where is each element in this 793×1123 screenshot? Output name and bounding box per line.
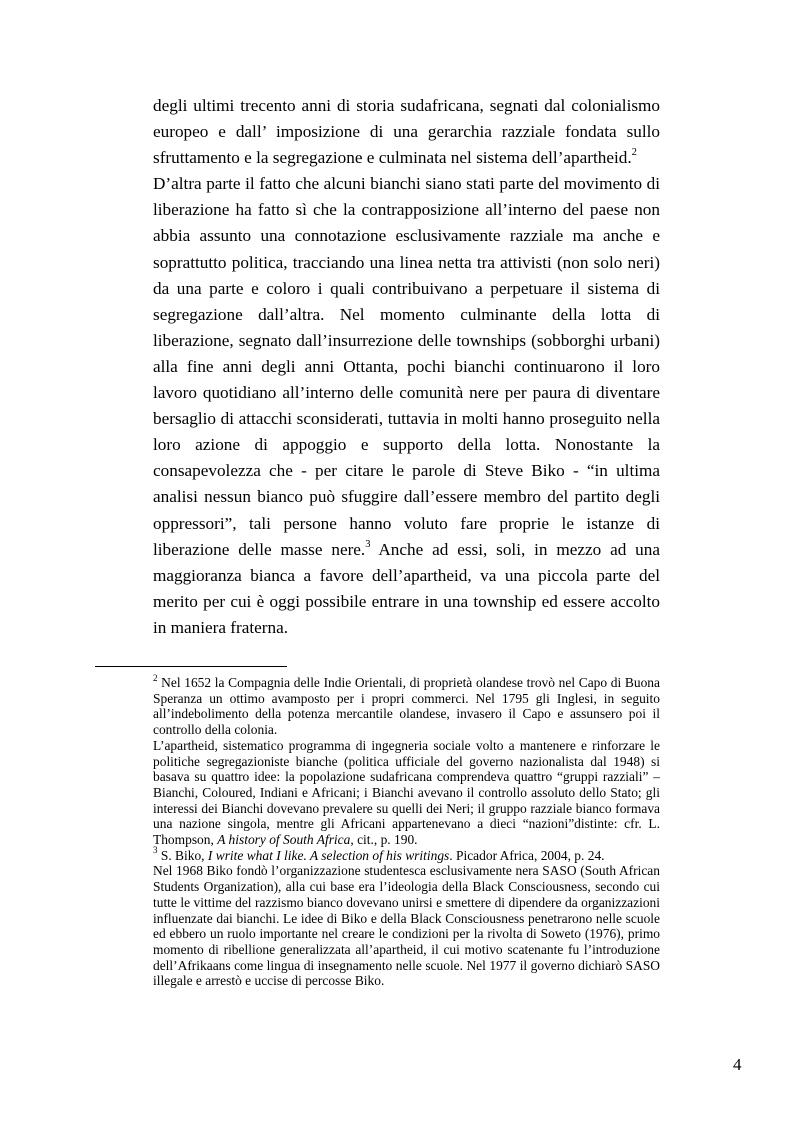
footnote-2-text: Nel 1652 la Compagnia delle Indie Orientali, di proprietà olandese trovò nel Capo di Buona Speranza un ottimo avamposto per i propri commerci. Nel 1795 gli Inglesi, in seguito all’indebolimento della potenza mercantile olandese, invasero il Capo e assunsero poi il controllo della colonia. (153, 675, 660, 738)
footnote-3-continued (153, 863, 660, 989)
footnote-3-mark: 3 (153, 845, 158, 856)
footnote-3-text-b: Nel 1968 Biko fondò l’organizzazione studentesca esclusivamente nera SASO (South African Students Organization), alla cui base era l’ideologia della Black Consciousness, secondo cui tutte le vittime del razzismo bianco dovevano unirsi e smettere di dipendere da organizzazioni influenzate dai bianchi. Le idee di Biko e della Black Consciousness penetrarono nelle scuole ed ebbero un ruolo importante nel creare le condizioni per la rivolta di Soweto (1976), primo momento di ribellione generalizzata all’apartheid, il cui motivo scatenante fu l’introduzione dell’Afrikaans come lingua di insegnamento nelle scuole. Nel 1977 il governo dichiarò SASO illegale e arrestò e uccise di percosse Biko. (153, 863, 660, 989)
footnotes (153, 672, 660, 989)
paragraph-1-text: degli ultimi trecento anni di storia sudafricana, segnati dal colonialismo europeo e dall’ imposizione di una gerarchia razziale fondata sullo sfruttamento e la segregazione e culminata nel sistema dell’apartheid. (153, 96, 660, 168)
body-text (153, 93, 660, 641)
footnote-3-book-title: I write what I like. A selection of his writings (207, 847, 450, 863)
footnote-3 (153, 845, 660, 864)
footnote-ref-2[interactable]: 2 (631, 147, 637, 159)
footnote-2-mark: 2 (153, 672, 158, 683)
footnote-2-citation: , cit., p. 190. (350, 832, 418, 848)
footnote-2-continued (153, 738, 660, 848)
paragraph-2-text-b: Anche ad essi, soli, in mezzo ad una maggioranza bianca a favore dell’apartheid, va una piccola parte del merito per cui è oggi possibile entrare in una township ed essere accolto in maniera fraterna. (153, 539, 660, 637)
footnote-2-text-b: L’apartheid, sistematico programma di ingegneria sociale volto a mantenere e rinforzare le politiche segregazioniste bianche (politica ufficiale del governo nazionalista dal 1948) si basava su quattro idee: la popolazione sudafricana comprendeva quattro “gruppi razziali” – Bianchi, Coloured, Indiani e Africani; i Bianchi avevano il controllo assoluto dello Stato; gli interessi dei Bianchi dovevano prevalere su quelli dei Neri; il gruppo razziale bianco formava una nazione singola, mentre gli Africani appartenevano a dieci “nazioni”distinte: cfr. L. Thompson, (153, 737, 660, 848)
footnote-2 (153, 672, 660, 738)
footnote-separator (95, 666, 287, 667)
footnote-2-book-title: A history of South Africa (217, 832, 351, 848)
paragraph-1 (153, 93, 660, 171)
footnote-3-author: S. Biko, (157, 847, 208, 863)
footnote-ref-3[interactable]: 3 (365, 538, 371, 550)
footnote-3-citation: . Picador Africa, 2004, p. 24. (449, 847, 605, 863)
paragraph-2 (153, 171, 660, 641)
paragraph-2-text-a: D’altra parte il fatto che alcuni bianchi siano stati parte del movimento di liberazione ha fatto sì che la contrapposizione all’interno del paese non abbia assunto una connotazione esclusivamente razziale ma anche e soprattutto politica, tracciando una linea netta tra attivisti (non solo neri) da una parte e coloro i quali contribuivano a perpetuare il sistema di segregazione dall’altra. Nel momento culminante della lotta di liberazione, segnato dall’insurrezione delle townships (sobborghi urbani) alla fine anni degli anni Ottanta, pochi bianchi continuarono il loro lavoro quotidiano all’interno delle comunità nere per paura di diventare bersaglio di attacchi sconsiderati, tuttavia in molti hanno proseguito nella loro azione di appoggio e supporto della lotta. Nonostante la consapevolezza che - per citare le parole di Steve Biko - “in ultima analisi nessun bianco può sfuggire dall’essere membro del partito degli oppressori”, tali persone hanno voluto fare proprie le istanze di liberazione delle masse nere. (153, 174, 660, 559)
page-number: 4 (733, 1055, 742, 1074)
